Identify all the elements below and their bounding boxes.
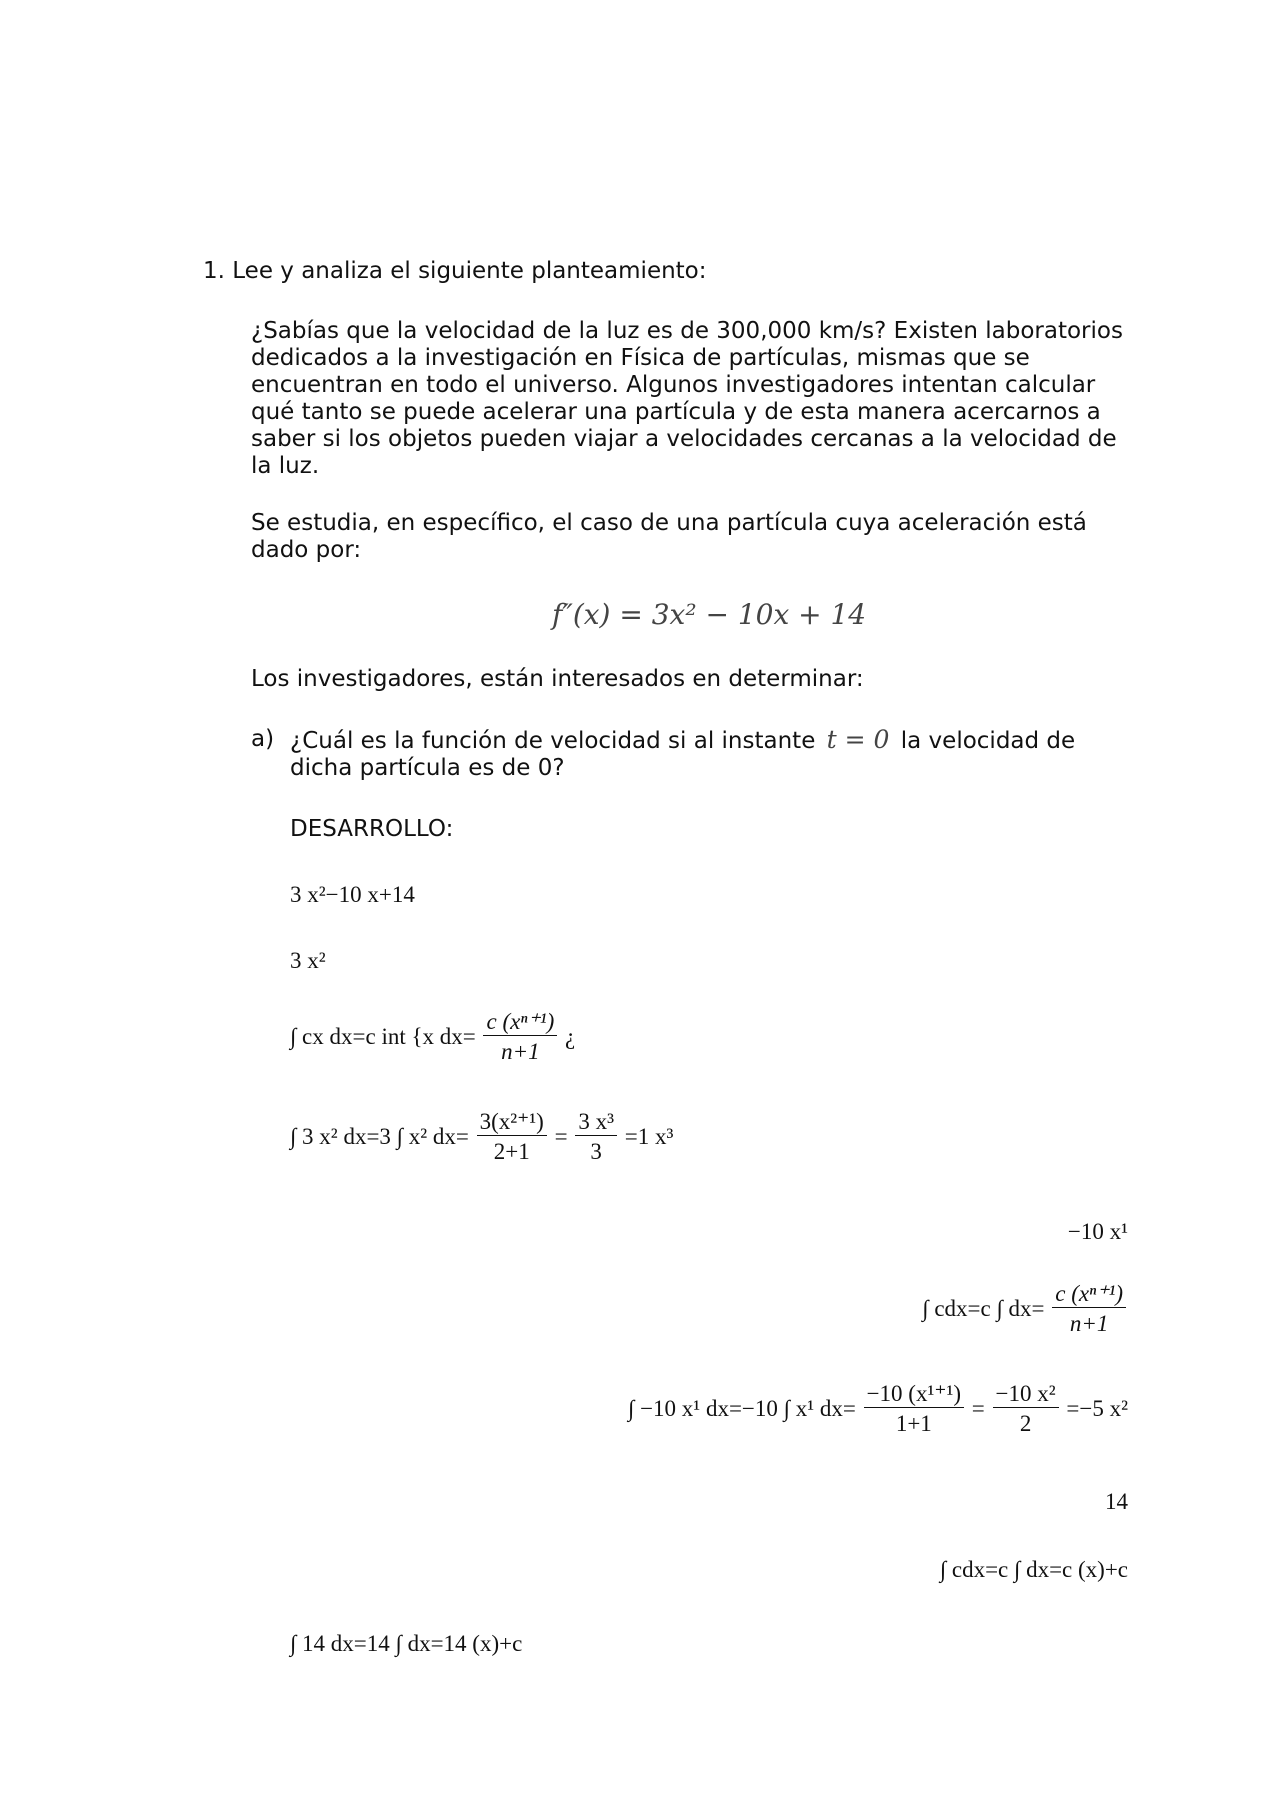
power-rule-left: ∫ cx dx=c int {x dx= bbox=[290, 1024, 476, 1049]
term-two: −10 x¹ bbox=[1067, 1219, 1128, 1244]
power-rule-line bbox=[290, 1010, 575, 1063]
power-rule-denominator: n+1 bbox=[501, 1039, 540, 1064]
step-two-numerator: −10 (x¹⁺¹) bbox=[864, 1382, 964, 1408]
step-two-numerator-2: −10 x² bbox=[993, 1382, 1059, 1408]
step-one-denominator: 2+1 bbox=[493, 1139, 530, 1164]
power-rule-numerator: c (xⁿ⁺¹) bbox=[483, 1010, 557, 1036]
term-three: 14 bbox=[1105, 1489, 1128, 1514]
expression-full: 3 x²−10 x+14 bbox=[290, 882, 415, 907]
constant-rule-line bbox=[922, 1282, 1128, 1335]
item-a-text-part2: la velocidad de dicha partícula es de 0? bbox=[290, 728, 1076, 781]
step-two-fraction-2 bbox=[993, 1382, 1059, 1435]
constant-rule-denominator: n+1 bbox=[1069, 1311, 1109, 1336]
case-paragraph: Se estudia, en específico, el caso de una partícula cuya aceleración está dado por: bbox=[251, 510, 1087, 563]
step-two-fraction bbox=[864, 1382, 964, 1435]
constant-rule-fraction bbox=[1052, 1282, 1126, 1335]
item-a-label: a) bbox=[251, 726, 275, 752]
step-three-line: ∫ 14 dx=14 ∫ dx=14 (x)+c bbox=[290, 1631, 523, 1656]
item-a-text bbox=[290, 726, 1140, 782]
step-two-left: ∫ −10 x¹ dx=−10 ∫ x¹ dx= bbox=[628, 1396, 856, 1421]
step-one-result: =1 x³ bbox=[624, 1124, 674, 1149]
power-rule-tail: ¿ bbox=[565, 1024, 576, 1049]
acceleration-equation: f″(x) = 3x² − 10x + 14 bbox=[552, 598, 867, 631]
step-two-result: =−5 x² bbox=[1066, 1396, 1128, 1421]
step-two-denominator: 1+1 bbox=[895, 1411, 932, 1436]
step-two-denominator-2: 2 bbox=[1019, 1411, 1032, 1436]
step-one-numerator-2: 3 x³ bbox=[575, 1110, 617, 1136]
researchers-paragraph: Los investigadores, están interesados en determinar: bbox=[251, 666, 864, 692]
question-heading: 1. Lee y analiza el siguiente planteamiento: bbox=[203, 258, 707, 284]
constant-rule-numerator: c (xⁿ⁺¹) bbox=[1052, 1282, 1126, 1308]
constant-rule-left: ∫ cdx=c ∫ dx= bbox=[922, 1296, 1045, 1321]
item-a-time-math: t = 0 bbox=[826, 725, 890, 754]
step-one-numerator: 3(x²⁺¹) bbox=[477, 1110, 547, 1136]
term-one: 3 x² bbox=[290, 948, 326, 973]
step-one-denominator-2: 3 bbox=[590, 1139, 602, 1164]
item-a-text-part1: ¿Cuál es la función de velocidad si al instante bbox=[290, 728, 816, 754]
desarrollo-label: DESARROLLO: bbox=[290, 816, 454, 842]
constant-integral-rule: ∫ cdx=c ∫ dx=c (x)+c bbox=[939, 1557, 1128, 1582]
step-one-line: ∫ 3 x² dx=3 ∫ x² dx= $\frac{\text{3(x²⁺¹)}}{2+1}$ = $\frac{\text{3 x³}}{3}$ =1 x³ bbox=[290, 1109, 674, 1164]
power-rule-fraction bbox=[483, 1010, 557, 1063]
step-one-fraction bbox=[477, 1110, 547, 1163]
step-two-line: ∫ −10 x¹ dx=−10 ∫ x¹ dx= $\frac{\text{−10 (x¹⁺¹)}}{1+1}$ = $\frac{\text{−10 x²}}{2}$ =−5 x² bbox=[628, 1381, 1128, 1436]
step-one-left: ∫ 3 x² dx=3 ∫ x² dx= bbox=[290, 1124, 469, 1149]
step-one-fraction-2 bbox=[575, 1110, 617, 1163]
intro-paragraph: ¿Sabías que la velocidad de la luz es de 300,000 km/s? Existen laboratorios dedicados a la investigación en Física de partículas, mismas que se encuentran en todo el universo. Algunos investigadores intentan calcular qué tanto se puede acelerar una partícula y de esta manera acercarnos a saber si los objetos pueden viajar a velocidades cercanas a la velocidad de la luz. bbox=[251, 318, 1123, 479]
